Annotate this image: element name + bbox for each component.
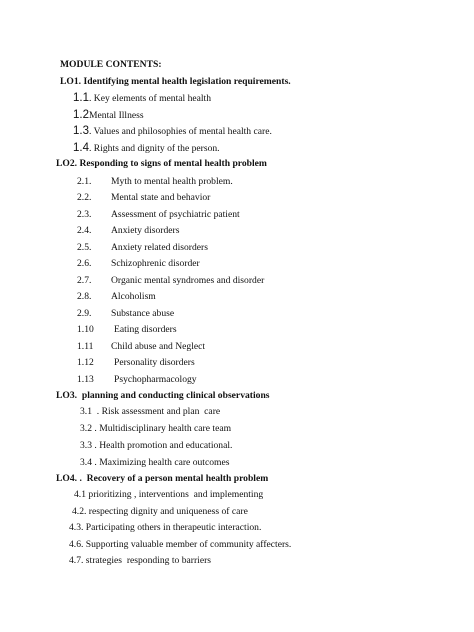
lo3-item-2: 3.2 . Multidisciplinary health care team [80,423,232,434]
lo1-item-4-text: . Rights and dignity of the person. [89,143,220,154]
lo2-item-4-text: Anxiety disorders [111,225,180,236]
lo2-item-12-number: 1.12 [77,357,94,368]
lo2-item-10-number: 1.10 [77,324,94,335]
lo3-item-4: 3.4 . Maximizing health care outcomes [80,457,230,468]
lo3-item-1: 3.1 . Risk assessment and plan care [80,406,221,417]
lo2-item-5-number: 2.5. [77,242,92,253]
lo2-item-9-number: 2.9. [77,308,92,319]
lo2-item-6-text: Schizophrenic disorder [111,258,200,269]
lo2-item-3-number: 2.3. [77,209,92,220]
lo1-item-1 [73,92,211,105]
lo2-item-12-text: Personality disorders [114,357,195,368]
lo1-item-1-text: . Key elements of mental health [89,93,212,104]
lo2-item-10-text: Eating disorders [114,324,177,335]
lo1-item-4 [73,142,220,155]
lo1-item-4-number: 1.4 [73,142,89,154]
lo2-item-7-number: 2.7. [77,275,92,286]
lo4-title: LO4. . Recovery of a person mental health problem [56,473,269,484]
lo2-item-13-number: 1.13 [77,374,94,385]
lo1-item-2-text: Mental Illness [89,110,144,121]
lo2-item-11-number: 1.11 [77,341,94,352]
lo2-item-1-text: Myth to mental health problem. [111,176,233,187]
lo2-item-3-text: Assessment of psychiatric patient [111,209,240,220]
lo2-item-5-text: Anxiety related disorders [111,242,208,253]
lo1-item-3-number: 1.3 [73,125,89,137]
lo4-item-3: 4.3. Participating others in therapeutic interaction. [69,522,262,533]
lo2-item-1-number: 2.1. [77,176,92,187]
lo1-item-1-number: 1.1 [73,92,89,104]
lo2-item-7-text: Organic mental syndromes and disorder [111,275,265,286]
lo2-item-4-number: 2.4. [77,225,92,236]
lo4-item-5: 4.7. strategies responding to barriers [69,555,212,566]
lo1-item-3-text: . Values and philosophies of mental health care. [89,126,272,137]
lo2-item-6-number: 2.6. [77,258,92,269]
lo2-item-2-number: 2.2. [77,192,92,203]
lo2-item-2-text: Mental state and behavior [111,192,211,203]
lo1-item-2 [73,109,144,122]
lo2-item-8-text: Alcoholism [111,291,156,302]
lo1-item-2-number: 1.2 [73,109,89,121]
lo2-title: LO2. Responding to signs of mental health problem [56,158,267,169]
lo4-item-1: 4.1 prioritizing , interventions and implementing [74,489,264,500]
lo3-item-3: 3.3 . Health promotion and educational. [80,440,233,451]
lo4-item-2: 4.2. respecting dignity and uniqueness of care [72,506,248,517]
lo2-item-8-number: 2.8. [77,291,92,302]
lo4-item-4: 4.6. Supporting valuable member of community affecters. [69,539,292,550]
lo2-item-9-text: Substance abuse [111,308,175,319]
lo2-item-13-text: Psychopharmacology [114,374,197,385]
lo1-item-3 [73,125,272,138]
module-heading: MODULE CONTENTS: [60,59,162,70]
lo1-title: LO1. Identifying mental health legislation requirements. [60,76,291,87]
lo3-title: LO3. planning and conducting clinical observations [56,390,270,401]
lo2-item-11-text: Child abuse and Neglect [111,341,206,352]
